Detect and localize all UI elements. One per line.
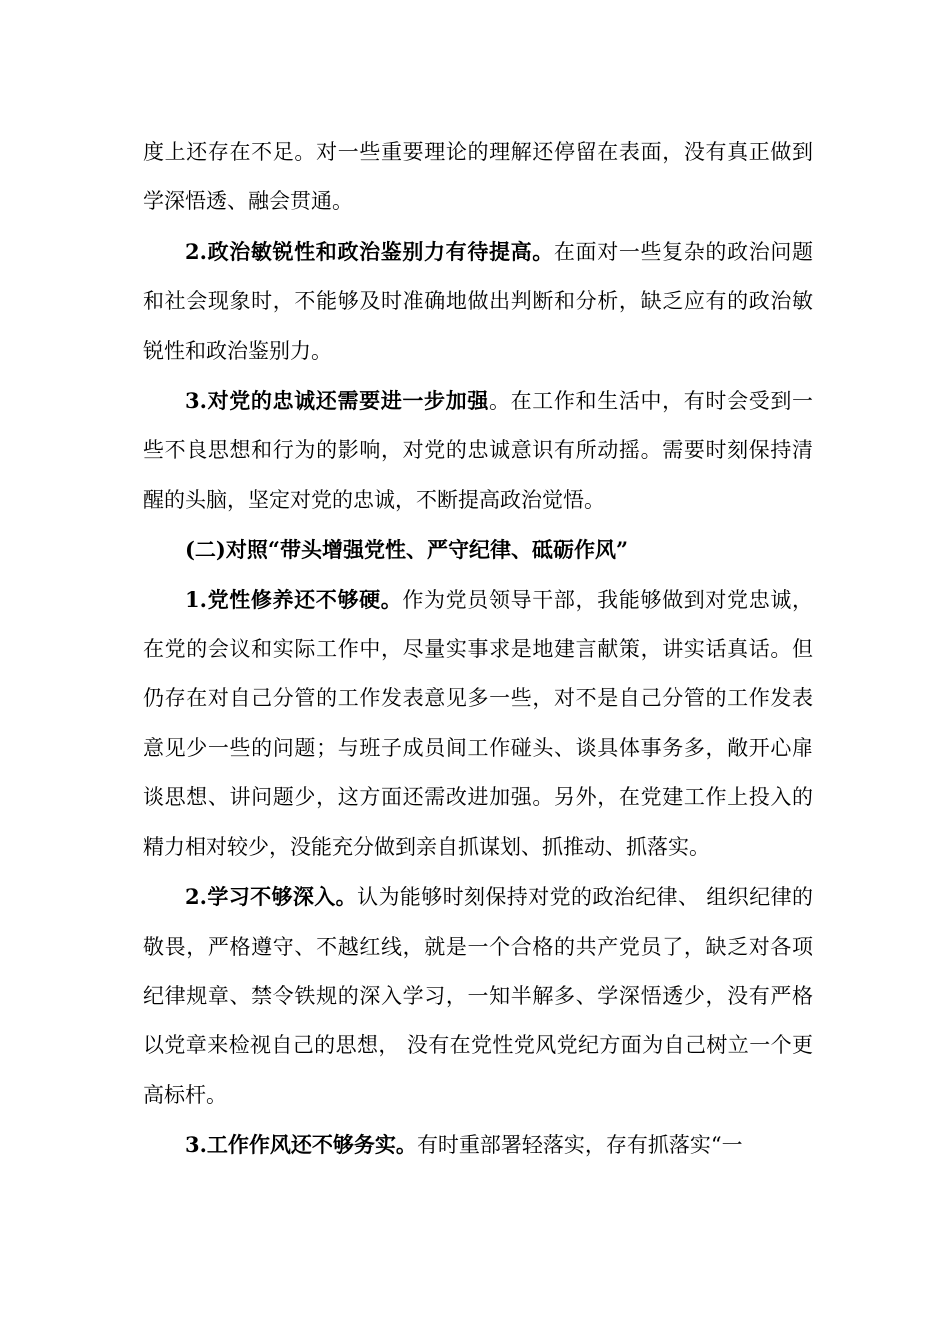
paragraph-political-sensitivity: [143, 227, 813, 376]
paragraph-party-spirit: [143, 575, 813, 872]
paragraph-lead: 2.学习不够深入。: [185, 884, 358, 910]
paragraph-text: 。在工作和生活中，有时会受到一些不良思想和行为的影响，对党的忠诚意识有所动摇。需要时刻保持清醒的头脑，坚定对党的忠诚，不断提高政治觉悟。: [143, 389, 814, 512]
paragraph-lead: 3.工作作风还不够务实。: [185, 1132, 417, 1158]
paragraph-lead: 1.党性修养还不够硬。: [185, 586, 403, 612]
paragraph-lead: 2.政治敏锐性和政治鉴别力有待提高。: [185, 238, 554, 264]
paragraph-study: [143, 872, 813, 1120]
document-body: [143, 128, 813, 1171]
section-heading-text: (二)对照“带头增强党性、严守纪律、砥砺作风”: [185, 537, 629, 563]
paragraph-text: 作为党员领导干部，我能够做到对党忠诚，在党的会议和实际工作中，尽量实事求是地建言献策，讲实话真话。但仍存在对自己分管的工作发表意见多一些，对不是自己分管的工作发表意见少一些的问题；与班子成员间工作碰头、谈具体事务多，敞开心扉谈思想、讲问题少，这方面还需改进加强。另外，在党建工作上投入的精力相对较少，没能充分做到亲自抓谋划、抓推动、抓落实。: [143, 587, 813, 859]
section-heading: [143, 525, 813, 574]
paragraph-loyalty: [143, 376, 813, 525]
paragraph-work-style: [143, 1120, 813, 1170]
paragraph-lead: 3.对党的忠诚还需要进一步加强: [185, 388, 489, 414]
paragraph-text: 度上还存在不足。对一些重要理论的理解还停留在表面，没有真正做到学深悟透、融会贯通。: [143, 140, 813, 214]
paragraph-text: 认为能够时刻保持对党的政治纪律、 组织纪律的敬畏，严格遵守、不越红线，就是一个合格的共产党员了，缺乏对各项纪律规章、禁令铁规的深入学习，一知半解多、学深悟透少，没有严格以党章来检视自己的思想， 没有在党性党风党纪方面为自己树立一个更高标杆。: [143, 885, 813, 1107]
paragraph-text: 在面对一些复杂的政治问题和社会现象时，不能够及时准确地做出判断和分析，缺乏应有的政治敏锐性和政治鉴别力。: [143, 239, 814, 363]
paragraph-text: 有时重部署轻落实，存有抓落实“一: [416, 1133, 743, 1158]
paragraph-continued: [143, 128, 813, 227]
